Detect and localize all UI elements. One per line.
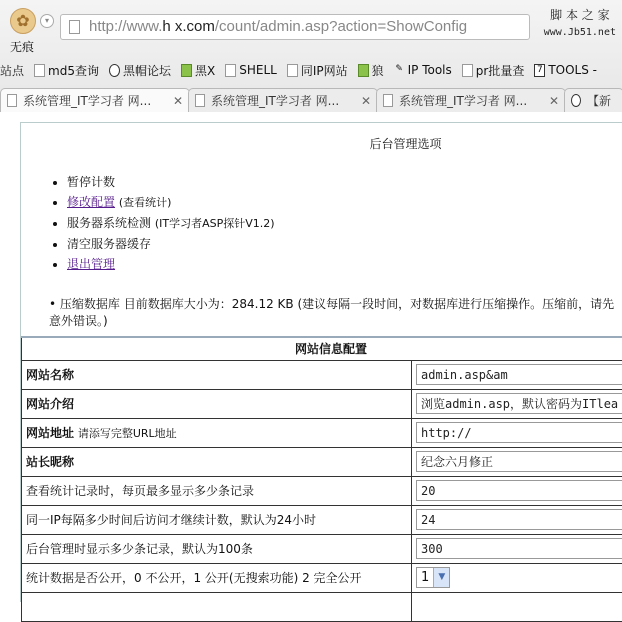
refresh-icon: [571, 94, 581, 107]
tab-title: 系统管理_IT学习者 网...: [211, 92, 357, 109]
watermark: [544, 6, 616, 42]
table-row: [22, 534, 622, 563]
row-label: 网站介绍: [26, 397, 74, 411]
bookmark[interactable]: [109, 62, 171, 79]
admin-records-input[interactable]: [416, 538, 622, 559]
row-label: 同一IP每隔多少时间后访问才继续计数，默认为24小时: [22, 505, 412, 534]
bookmark[interactable]: [462, 62, 525, 79]
row-label: 网站地址: [26, 426, 74, 440]
db-size-text: 目前数据库大小为：284.12 KB (建议每隔一段时间，对数据库进行压缩操作。压缩前，请先: [124, 297, 614, 311]
tab-title: 系统管理_IT学习者 网...: [399, 92, 545, 109]
bookmark[interactable]: [34, 62, 99, 79]
option-note[interactable]: (查看统计): [119, 196, 172, 209]
pen-icon: ✎: [394, 64, 405, 77]
site-icon: [358, 64, 369, 77]
url-domain: h x.com: [162, 18, 215, 35]
url-prefix: http://www.: [89, 18, 162, 35]
seven-icon: 7: [534, 64, 545, 77]
compact-db-info: • 压缩数据库 目前数据库大小为：284.12 KB (建议每隔一段时间，对数据库进行压缩操作。压缩前，请先 意外错误。): [49, 296, 622, 330]
bookmark-label: 狼: [372, 62, 384, 79]
config-title: 网站信息配置: [22, 337, 622, 360]
chevron-down-icon[interactable]: ▾: [40, 14, 54, 28]
bookmark[interactable]: [225, 63, 277, 77]
table-row: [22, 476, 622, 505]
incognito-label: 无痕: [10, 38, 34, 55]
refresh-icon: [109, 64, 120, 77]
site-url-input[interactable]: [416, 422, 622, 443]
page-icon: [225, 64, 236, 77]
row-label: 统计数据是否公开，0 不公开，1 公开(无搜索功能) 2 完全公开: [22, 563, 412, 592]
row-label: 后台管理时显示多少条记录，默认为100条: [22, 534, 412, 563]
site-icon: [181, 64, 192, 77]
close-icon[interactable]: ✕: [173, 94, 183, 108]
page-icon: [69, 20, 80, 34]
option-pause[interactable]: [67, 172, 622, 192]
options-title: 后台管理选项: [21, 135, 622, 152]
row-label: [22, 592, 412, 621]
close-icon[interactable]: ✕: [361, 94, 371, 108]
tab[interactable]: [564, 88, 622, 112]
page-icon: [195, 94, 205, 107]
option-label: 清空服务器缓存: [67, 237, 151, 251]
edit-config-link[interactable]: 修改配置: [67, 195, 115, 209]
site-config-table: [21, 336, 622, 622]
bookmark[interactable]: [534, 63, 597, 77]
bookmark-label: 黑帽论坛: [123, 62, 171, 79]
watermark-url: www.Jb51.net: [544, 24, 616, 42]
option-edit-config: [67, 192, 622, 213]
bookmark-label: IP Tools: [408, 63, 452, 77]
option-label: 服务器系统检测: [67, 216, 151, 230]
page-icon: [287, 64, 298, 77]
tab[interactable]: [376, 88, 566, 112]
bookmark-label: pr批量查: [476, 62, 525, 79]
site-intro-input[interactable]: [416, 393, 622, 414]
bookmark-label: 黑X: [195, 62, 215, 79]
bookmark-label: 同IP网站: [301, 62, 348, 79]
page-icon: [7, 94, 17, 107]
logout-link[interactable]: 退出管理: [67, 257, 115, 271]
table-row: [22, 360, 622, 389]
site-name-input[interactable]: [416, 364, 622, 385]
tab[interactable]: [188, 88, 378, 112]
bookmark-label: SHELL: [239, 63, 277, 77]
bookmark[interactable]: [0, 62, 24, 79]
table-row: [22, 592, 622, 621]
select-value: 1: [421, 570, 429, 585]
browser-chrome: [0, 0, 622, 112]
row-label: 查看统计记录时，每页最多显示多少条记录: [22, 476, 412, 505]
tab[interactable]: [0, 88, 190, 112]
bookmark-label: 站点: [0, 62, 24, 79]
page-content: [20, 122, 622, 602]
bookmark[interactable]: [394, 63, 452, 77]
option-label: 暂停计数: [67, 175, 115, 189]
bookmark[interactable]: [358, 62, 384, 79]
option-clear-cache[interactable]: [67, 234, 622, 254]
tab-title: 【新: [587, 92, 617, 109]
tab-title: 系统管理_IT学习者 网...: [23, 92, 169, 109]
db-size-text-cont: 意外错误。): [49, 313, 622, 330]
chevron-down-icon: ▼: [433, 568, 449, 587]
records-per-page-input[interactable]: [416, 480, 622, 501]
row-label: 网站名称: [26, 368, 74, 382]
ip-interval-input[interactable]: [416, 509, 622, 530]
table-row: [22, 563, 622, 592]
admin-nickname-input[interactable]: [416, 451, 622, 472]
table-row: [22, 389, 622, 418]
row-label: 站长昵称: [26, 455, 74, 469]
watermark-title: 脚 本 之 家: [544, 6, 616, 24]
table-row: [22, 447, 622, 476]
url-path: /count/admin.asp?action=ShowConfig: [215, 18, 467, 35]
bookmarks-bar: [0, 58, 622, 82]
address-bar[interactable]: [60, 14, 530, 40]
table-row: [22, 418, 622, 447]
option-server-check[interactable]: [67, 213, 622, 234]
compact-db-link[interactable]: 压缩数据库: [60, 297, 120, 311]
option-logout: [67, 254, 622, 274]
option-note: (IT学习者ASP探针V1.2): [155, 217, 275, 230]
table-row: [22, 505, 622, 534]
paw-logo-icon[interactable]: ✿: [10, 8, 36, 34]
row-hint: 请添写完整URL地址: [78, 427, 177, 440]
bookmark[interactable]: [287, 62, 348, 79]
page-icon: [462, 64, 473, 77]
bookmark-label: TOOLS -: [548, 63, 597, 77]
bookmark-label: md5查询: [48, 62, 99, 79]
tab-bar: [0, 86, 622, 112]
page-icon: [34, 64, 45, 77]
options-list: [67, 172, 622, 274]
bookmark[interactable]: [181, 62, 215, 79]
page-icon: [383, 94, 393, 107]
public-stats-select[interactable]: [416, 567, 450, 588]
close-icon[interactable]: ✕: [549, 94, 559, 108]
row-value: [412, 592, 622, 621]
